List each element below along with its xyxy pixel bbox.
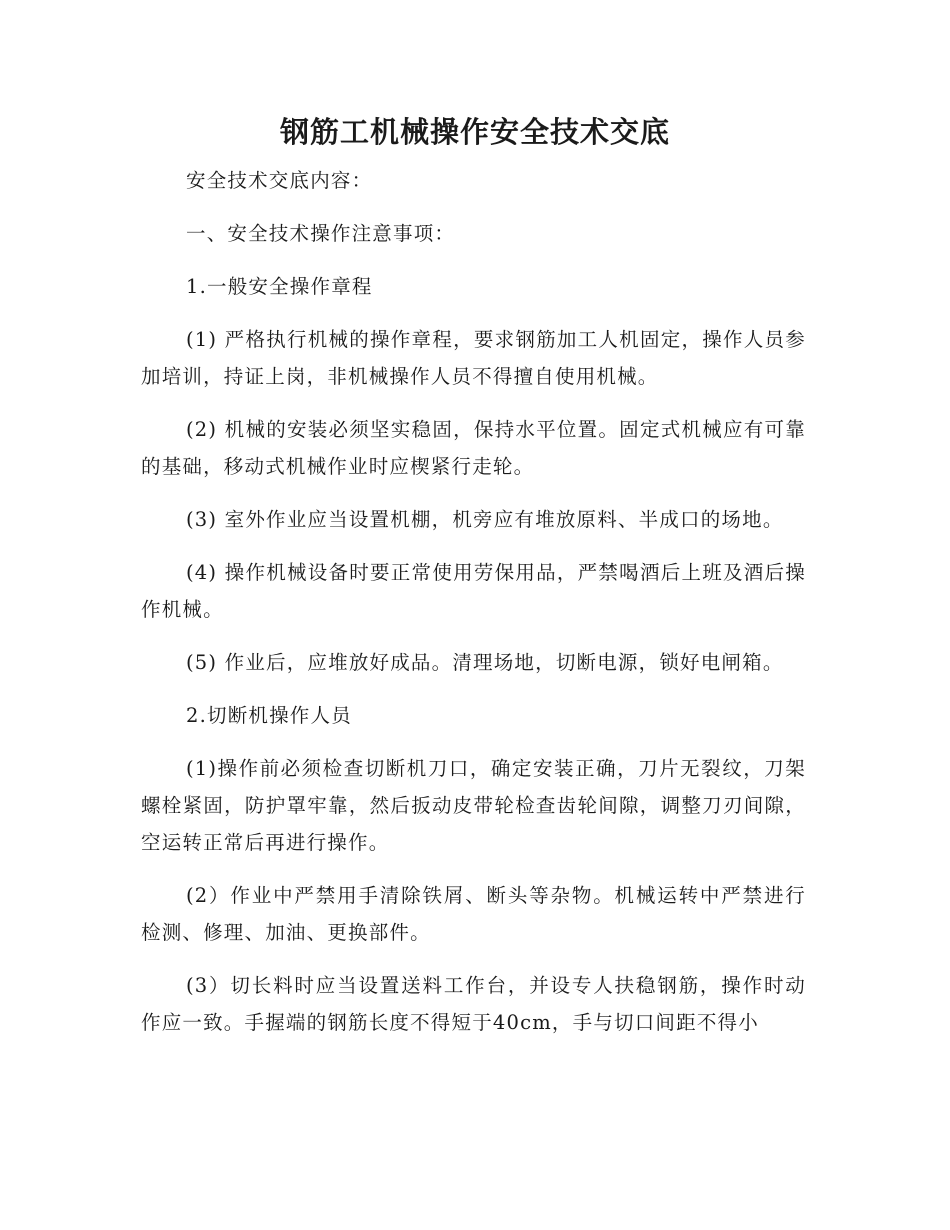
paragraph-item: (1) 严格执行机械的操作章程，要求钢筋加工人机固定，操作人员参加培训，持证上岗，非机械操作人员不得擅自使用机械。 — [141, 328, 806, 388]
document-body — [141, 162, 806, 1057]
paragraph-item: (2) 机械的安装必须坚实稳固，保持水平位置。固定式机械应有可靠的基础，移动式机械作业时应楔紧行走轮。 — [141, 418, 806, 478]
subsection-heading-1: 1.一般安全操作章程 — [186, 275, 373, 298]
section-heading-1: 一、安全技术操作注意事项： — [186, 222, 456, 245]
paragraph-intro: 安全技术交底内容： — [186, 169, 373, 192]
subsection-heading-2: 2.切断机操作人员 — [186, 704, 352, 727]
paragraph-item: (3）切长料时应当设置送料工作台，并设专人扶稳钢筋，操作时动作应一致。手握端的钢筋长度不得短于40cm，手与切口间距不得小 — [141, 974, 806, 1034]
paragraph-item: (4) 操作机械设备时要正常使用劳保用品，严禁喝酒后上班及酒后操作机械。 — [141, 561, 806, 621]
paragraph-item: (1)操作前必须检查切断机刀口，确定安装正确，刀片无裂纹，刀架螺栓紧固，防护罩牢靠，然后扳动皮带轮检查齿轮间隙，调整刀刃间隙，空运转正常后再进行操作。 — [141, 757, 806, 854]
paragraph-item: (3) 室外作业应当设置机棚，机旁应有堆放原料、半成口的场地。 — [186, 508, 784, 531]
paragraph-item: (5) 作业后，应堆放好成品。清理场地，切断电源，锁好电闸箱。 — [186, 651, 784, 674]
paragraph-item: (2）作业中严禁用手清除铁屑、断头等杂物。机械运转中严禁进行检测、修理、加油、更换部件。 — [141, 884, 806, 944]
document-title: 钢筋工机械操作安全技术交底 — [279, 115, 670, 149]
